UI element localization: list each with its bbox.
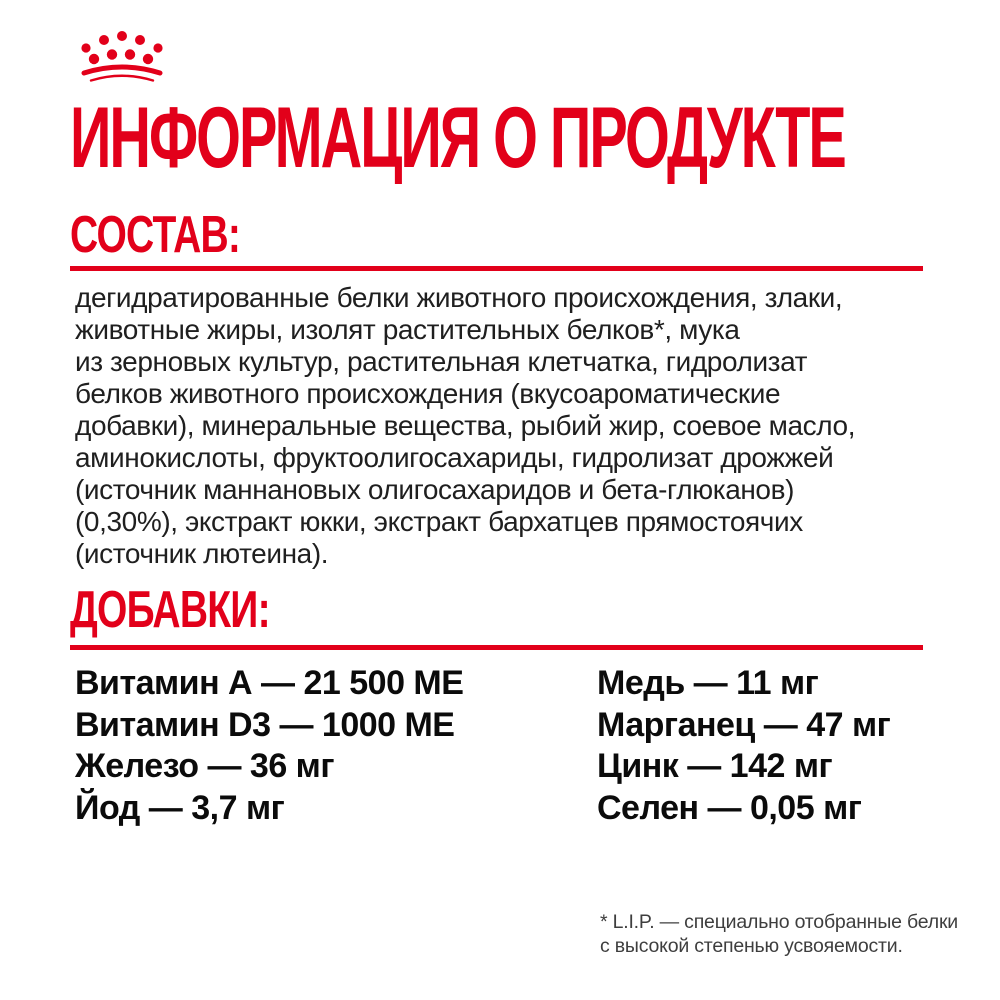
composition-line: из зерновых культур, растительная клетчатка, гидролизат (75, 346, 808, 377)
footnote-line: * L.I.P. — специально отобранные белки (600, 911, 958, 933)
additive-item: Железо — 36 мг (75, 747, 334, 785)
composition-line: (источник маннановых олигосахаридов и бета-глюканов) (75, 474, 794, 505)
additives-heading: ДОБАВКИ: (70, 581, 270, 639)
additive-item: Витамин А — 21 500 МЕ (75, 664, 464, 702)
page-title: ИНФОРМАЦИЯ О ПРОДУКТЕ (70, 90, 845, 186)
additives-column-right (597, 663, 890, 829)
lip-footnote (600, 911, 958, 958)
additive-item: Марганец — 47 мг (597, 705, 891, 744)
additive-item: Медь — 11 мг (597, 664, 819, 702)
additive-item: Селен — 0,05 мг (597, 788, 862, 827)
additives-column-left (75, 663, 463, 829)
additive-item: Йод — 3,7 мг (75, 788, 285, 827)
composition-heading: СОСТАВ: (70, 206, 241, 264)
composition-line: дегидратированные белки животного происхождения, злаки, (75, 282, 843, 313)
composition-divider (70, 266, 923, 271)
composition-line: аминокислоты, фруктоолигосахариды, гидролизат дрожжей (75, 442, 834, 473)
additive-item: Цинк — 142 мг (597, 747, 833, 785)
additives-divider (70, 645, 923, 650)
composition-line: белков животного происхождения (вкусоароматические (75, 378, 781, 409)
additive-item: Витамин D3 — 1000 МЕ (75, 705, 455, 744)
royal-canin-crown-icon (76, 28, 172, 84)
composition-line: животные жиры, изолят растительных белков*, мука (75, 314, 740, 345)
footnote-line: с высокой степенью усвояемости. (600, 934, 903, 957)
composition-line: добавки), минеральные вещества, рыбий жир, соевое масло, (75, 410, 856, 441)
composition-text (75, 282, 855, 570)
composition-line: (источник лютеина). (75, 538, 329, 569)
composition-line: (0,30%), экстракт юкки, экстракт бархатцев прямостоячих (75, 506, 803, 537)
